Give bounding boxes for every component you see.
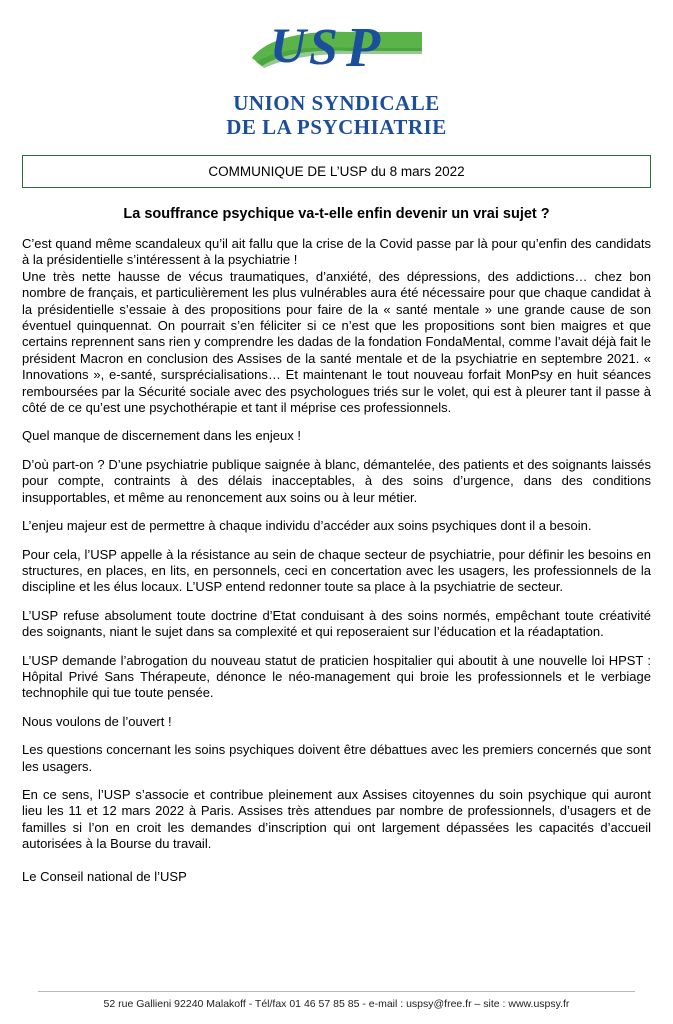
paragraph: Nous voulons de l’ouvert ! xyxy=(22,713,172,729)
svg-text:U: U xyxy=(269,18,306,73)
paragraph: C’est quand même scandaleux qu’il ait fallu que la crise de la Covid passe par là pour qu’enfin des candidats à la présidentielle s’intéressent à la psychiatrie ! xyxy=(22,236,651,268)
document-footer xyxy=(0,991,673,1010)
signature: Le Conseil national de l’USP xyxy=(22,868,187,884)
paragraph: En ce sens, l’USP s’associe et contribue pleinement aux Assises citoyennes du soin psychique qui auront lieu les 11 et 12 mars 2022 à Paris. Assises très attendues par nombre de professionnels, d’usagers et de familles si l’on en croit les demandes d’inscription qui ont largement dépassées les capacités d’accueil autorisées à la Bourse du travail. xyxy=(22,786,651,852)
svg-text:P: P xyxy=(345,18,380,79)
footer-contact: 52 rue Gallieni 92240 Malakoff - Tél/fax 01 46 57 85 85 - e-mail : uspsy@free.fr – site : www.uspsy.fr xyxy=(103,998,570,1010)
paragraph: D’où part-on ? D’une psychiatrie publique saignée à blanc, démantelée, des patients et des soignants laissés pour compte, contraints à des délais inacceptables, à des soins d’urgence, dans des conditions insupportables, et même au renoncement aux soins ou à leur métier. xyxy=(22,456,651,505)
document-body xyxy=(22,236,651,885)
usp-logo xyxy=(22,10,651,145)
paragraph: L’enjeu majeur est de permettre à chaque individu d’accéder aux soins psychiques dont il a besoin. xyxy=(22,518,592,534)
paragraph: L’USP demande l’abrogation du nouveau statut de praticien hospitalier qui aboutit à une nouvelle loi HPST : Hôpital Privé Sans Thérapeute, dénonce le néo-management qui broie les professionnels et le verbiage technophile qui tue toute pensée. xyxy=(22,652,651,701)
usp-logo-icon xyxy=(246,18,428,80)
paragraph: Les questions concernant les soins psychiques doivent être débattues avec les premiers concernés que sont les usagers. xyxy=(22,742,651,774)
paragraph: L’USP refuse absolument toute doctrine d’Etat conduisant à des soins normés, empêchant toute créativité des soignants, niant le sujet dans sa complexité et qui reposeraient sur l’éducation et la réadaptation. xyxy=(22,607,651,640)
org-name-line1: UNION SYNDICALE xyxy=(233,91,440,115)
paragraph: Une très nette hausse de vécus traumatiques, d’anxiété, des dépressions, des addictions… chez bon nombre de français, et particulièrement les plus vulnérables aura été nécessaire pour que chaque candidat à la présidentielle s’essaie à des propositions pour faire de la « santé mentale » une grande cause de son éventuel quinquennat. On pourrait s’en féliciter si ce n’est que les propositions sont bien maigres et que certains reprennent sans rien y comprendre les dadas de la fondation FondaMental, comme l’avait déjà fait le président Macron en conclusion des Assises de la santé mentale et de la psychiatrie en septembre 2021. « Innovations », e-santé, sursprécialisations… Et maintenant le tout nouveau forfait MonPsy en huit séances remboursées par la Sécurité sociale avec des psychologues triés sur le volet, qui est à pleurer tant il passe à côté de ce qu’est une psychothérapie et tant il méprise ces professionnels. xyxy=(22,268,651,416)
paragraph: Quel manque de discernement dans les enjeux ! xyxy=(22,428,301,444)
page-title: La souffrance psychique va-t-elle enfin devenir un vrai sujet ? xyxy=(123,206,550,222)
svg-text:S: S xyxy=(308,19,338,76)
org-name-line2: DE LA PSYCHIATRIE xyxy=(226,115,447,139)
footer-divider xyxy=(38,991,635,992)
communique-banner: COMMUNIQUE DE L’USP du 8 mars 2022 xyxy=(22,155,651,188)
paragraph: Pour cela, l’USP appelle à la résistance au sein de chaque secteur de psychiatrie, pour définir les besoins en structures, en places, en lits, en personnels, ceci en concertation avec les usagers, les professionnels de la discipline et les élus locaux. L’USP entend redonner toute sa place à la psychiatrie de secteur. xyxy=(22,546,651,595)
